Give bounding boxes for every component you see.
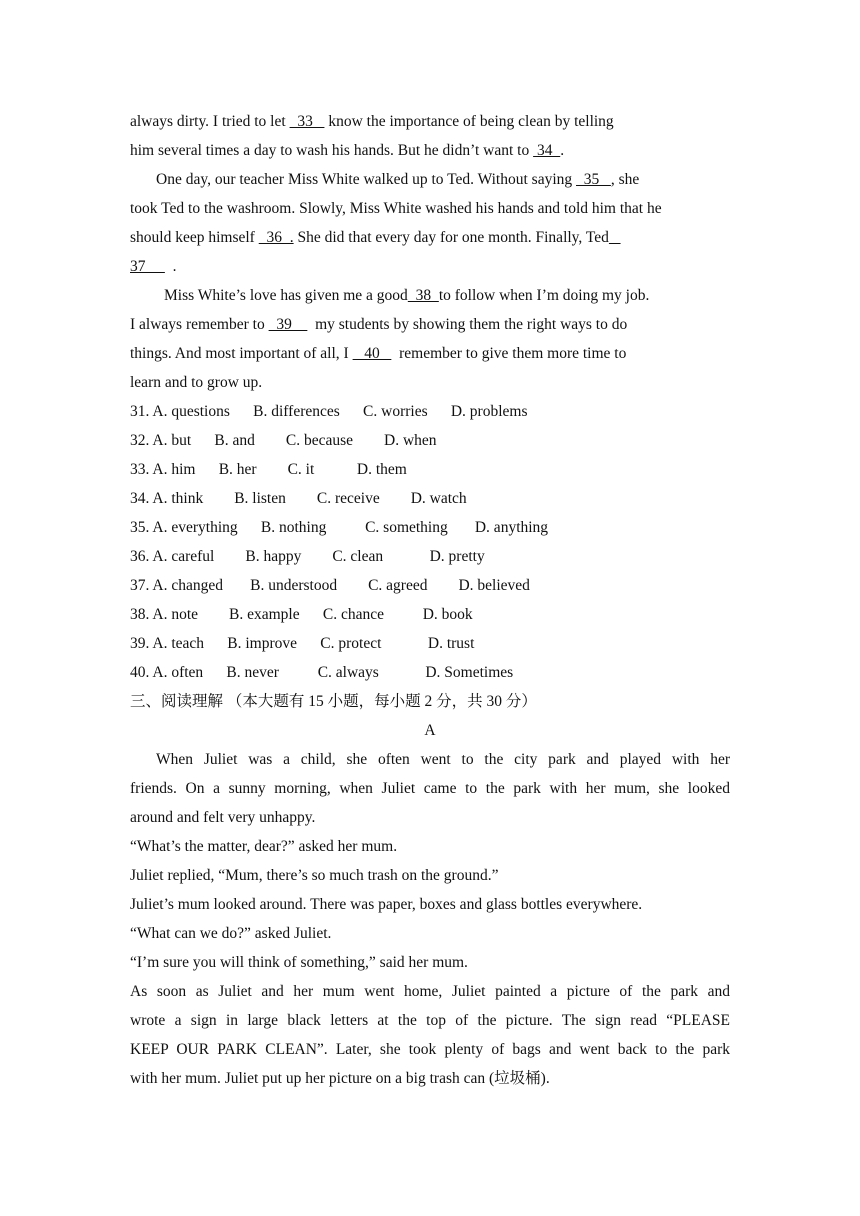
question-32: 32. A. but B. and C. because D. when xyxy=(130,432,437,449)
text: , she xyxy=(610,171,640,188)
text: to follow when I’m doing my job. xyxy=(438,287,650,304)
passage-line xyxy=(130,281,730,310)
blank-36: 36 . xyxy=(258,229,294,246)
passage-line: took Ted to the washroom. Slowly, Miss White washed his hands and told him that he xyxy=(130,200,662,217)
text: I always remember to xyxy=(130,316,269,333)
text: remember to give them more time to xyxy=(391,345,627,362)
passage-line: learn and to grow up. xyxy=(130,374,263,391)
question-34: 34. A. think B. listen C. receive D. watch xyxy=(130,490,467,507)
blank-40: 40 xyxy=(352,345,392,362)
passage-line xyxy=(130,165,730,194)
passage-line xyxy=(130,252,730,281)
blank-37: 37 xyxy=(130,258,165,275)
passage-line xyxy=(130,107,730,136)
reading-line: When Juliet was a child, she often went to the city park and played with her xyxy=(156,751,730,768)
passage-letter: A xyxy=(424,722,436,739)
question-35: 35. A. everything B. nothing C. something D. anything xyxy=(130,519,549,536)
reading-line: around and felt very unhappy. xyxy=(130,809,316,826)
reading-line: “I’m sure you will think of something,” said her mum. xyxy=(130,954,468,971)
question-39: 39. A. teach B. improve C. protect D. trust xyxy=(130,635,475,652)
text: him several times a day to wash his hands. But he didn’t want to xyxy=(130,142,534,159)
question-36: 36. A. careful B. happy C. clean D. pretty xyxy=(130,548,485,565)
text: One day, our teacher Miss White walked up to Ted. Without saying xyxy=(156,171,577,188)
blank-35: 35 xyxy=(576,171,611,188)
reading-line: with her mum. Juliet put up her picture on a big trash can (垃圾桶). xyxy=(130,1070,550,1087)
blank-33: 33 xyxy=(289,113,325,130)
section-heading: 三、阅读理解 （本大题有 15 小题，每小题 2 分，共 30 分） xyxy=(130,693,537,710)
text: . xyxy=(560,142,565,159)
question-38: 38. A. note B. example C. chance D. book xyxy=(130,606,473,623)
reading-line: Juliet’s mum looked around. There was paper, boxes and glass bottles everywhere. xyxy=(130,896,643,913)
question-37: 37. A. changed B. understood C. agreed D. believed xyxy=(130,577,530,594)
text: should keep himself xyxy=(130,229,259,246)
passage-line xyxy=(130,339,730,368)
passage-line xyxy=(130,310,730,339)
passage-line xyxy=(130,136,730,165)
reading-line: KEEP OUR PARK CLEAN”. Later, she took plenty of bags and went back to the park xyxy=(130,1041,730,1058)
reading-line: As soon as Juliet and her mum went home, Juliet painted a picture of the park and xyxy=(130,983,730,1000)
reading-line: friends. On a sunny morning, when Juliet came to the park with her mum, she looked xyxy=(130,780,730,797)
text-column xyxy=(130,107,730,1093)
blank-38: 38 xyxy=(407,287,439,304)
question-31: 31. A. questions B. differences C. worries D. problems xyxy=(130,403,528,420)
text: Miss White’s love has given me a good xyxy=(164,287,408,304)
text: . xyxy=(164,258,177,275)
text: know the importance of being clean by telling xyxy=(324,113,614,130)
text: She did that every day for one month. Finally, Ted xyxy=(293,229,609,246)
blank-37-start xyxy=(609,229,621,246)
passage-line xyxy=(130,223,730,252)
reading-line: Juliet replied, “Mum, there’s so much trash on the ground.” xyxy=(130,867,499,884)
text: always dirty. I tried to let xyxy=(130,113,290,130)
reading-line: “What’s the matter, dear?” asked her mum. xyxy=(130,838,398,855)
blank-39: 39 xyxy=(268,316,308,333)
question-33: 33. A. him B. her C. it D. them xyxy=(130,461,407,478)
reading-line: “What can we do?” asked Juliet. xyxy=(130,925,332,942)
reading-line: wrote a sign in large black letters at the top of the picture. The sign read “PLEASE xyxy=(130,1012,730,1029)
blank-34: 34 xyxy=(533,142,561,159)
text: things. And most important of all, I xyxy=(130,345,353,362)
text: my students by showing them the right ways to do xyxy=(307,316,628,333)
question-40: 40. A. often B. never C. always D. Sometimes xyxy=(130,664,514,681)
